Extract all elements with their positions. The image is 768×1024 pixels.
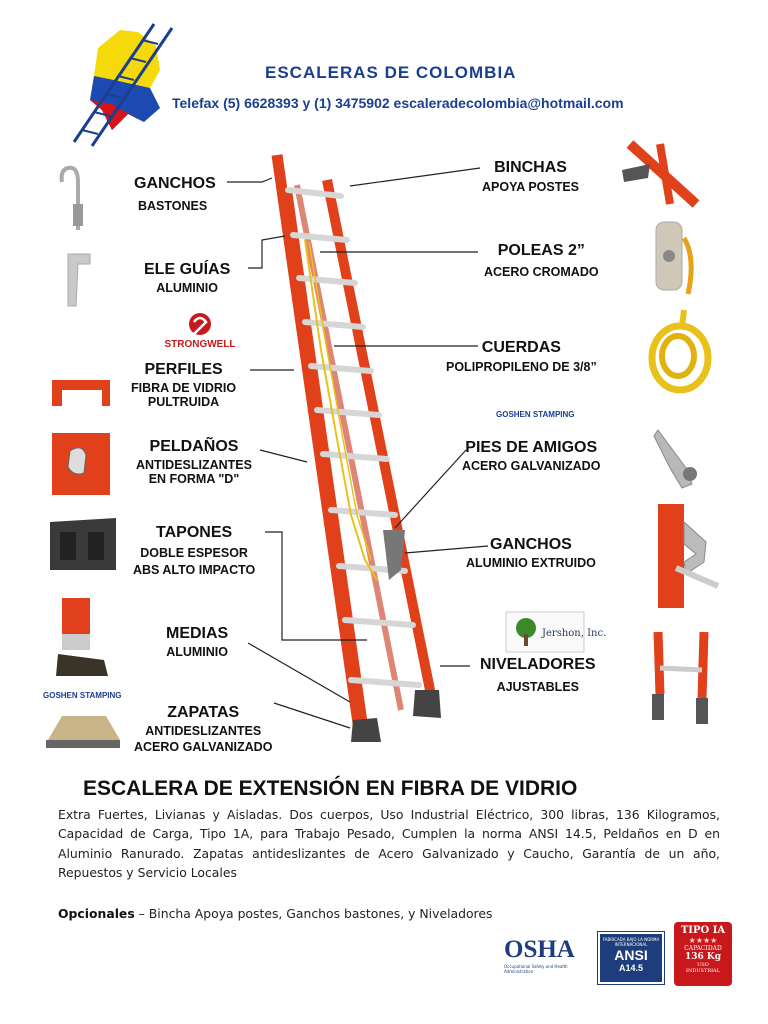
aluminum-guide-image — [62, 250, 96, 310]
label-subtitle: ALUMINIO — [166, 645, 229, 659]
galvanized-shoe-image — [44, 706, 122, 750]
tipo-capacity: CAPACIDAD — [684, 945, 722, 952]
ansi-top-text: FABRICADA BAJO LA NORMA INTERNACIONAL — [602, 937, 660, 947]
ansi-text: ANSI — [614, 947, 648, 963]
label-title: GANCHOS — [490, 536, 572, 553]
label-medias — [166, 625, 228, 659]
ansi-seal — [598, 932, 664, 984]
label-subtitle: ACERO CROMADO — [484, 265, 599, 279]
d-rung-image — [52, 433, 110, 495]
tipo-kg: 136 Kg — [684, 952, 722, 962]
extruded-hook-image — [656, 502, 720, 610]
label-subtitle: ANTIDESLIZANTES — [145, 724, 262, 738]
label-subtitle: APOYA POSTES — [482, 180, 580, 194]
label-title: ZAPATAS — [167, 704, 240, 721]
label-perfiles — [131, 361, 236, 409]
optional-accessories — [58, 906, 492, 921]
label-tapones — [133, 524, 255, 577]
label-cuerdas — [446, 339, 597, 374]
optional-label: Opcionales — [58, 906, 135, 921]
tipo-stars: ★★★★ — [688, 936, 718, 945]
label-title: PERFILES — [144, 361, 223, 378]
strongwell-text: STRONGWELL — [164, 339, 236, 350]
jershon-logo — [506, 612, 607, 652]
label-pies-de-amigos — [462, 439, 600, 473]
label-subtitle-2: ACERO GALVANIZADO — [134, 740, 273, 754]
label-subtitle: ACERO GALVANIZADO — [462, 459, 601, 473]
tipo-industrial: INDUSTRIAL — [685, 968, 720, 974]
aluminum-sleeve-image — [54, 598, 110, 680]
strongwell-logo — [152, 312, 248, 352]
label-title: PELDAÑOS — [149, 438, 239, 455]
optional-text: – Bincha Apoya postes, Ganchos bastones, y Niveladores — [134, 906, 493, 921]
fiberglass-profile-image — [50, 372, 112, 412]
pulley-image — [650, 218, 700, 298]
label-subtitle: FIBRA DE VIDRIO — [131, 381, 237, 395]
label-niveladores — [480, 656, 596, 694]
label-subtitle: BASTONES — [138, 199, 208, 213]
label-title: MEDIAS — [166, 625, 229, 642]
product-title: ESCALERA DE EXTENSIÓN EN FIBRA DE VIDRIO — [83, 777, 578, 800]
label-subtitle: POLIPROPILENO DE 3/8” — [446, 360, 597, 374]
pole-brace-image — [620, 140, 700, 208]
osha-text: OSHA — [504, 936, 575, 963]
label-subtitle: ANTIDESLIZANTES — [136, 458, 252, 472]
label-subtitle: ALUMINIO EXTRUIDO — [466, 556, 596, 570]
goshen-stamping-logo-2: GOSHEN STAMPING — [43, 691, 122, 700]
company-contact: Telefax (5) 6628393 y (1) 3475902 escaleradecolombia@hotmail.com — [172, 95, 624, 111]
jershon-text: Jershon, Inc. — [542, 628, 607, 639]
goshen-stamping-logo-1: GOSHEN STAMPING — [496, 410, 575, 419]
label-title: PIES DE AMIGOS — [465, 439, 598, 456]
label-ganchos-aluminio — [466, 536, 596, 570]
label-title: NIVELADORES — [480, 656, 596, 673]
type-ia-seal — [674, 922, 732, 986]
tipo-uso: USO — [697, 962, 709, 968]
company-name: ESCALERAS DE COLOMBIA — [265, 63, 517, 82]
label-title: TAPONES — [156, 524, 233, 541]
label-subtitle-2: ABS ALTO IMPACTO — [133, 563, 256, 577]
rope-image — [644, 308, 714, 396]
label-ganchos-bastones — [134, 175, 216, 213]
label-subtitle: AJUSTABLES — [496, 680, 579, 694]
osha-logo — [504, 936, 586, 976]
label-subtitle: ALUMINIO — [156, 281, 219, 295]
label-subtitle-2: PULTRUIDA — [147, 395, 220, 409]
osha-subtext: Occupational Safety and Health Administration — [504, 964, 568, 974]
friend-foot-bracket-image — [652, 424, 712, 492]
leveler-image — [646, 628, 722, 726]
label-peldanos — [136, 438, 252, 486]
tipo-title: TIPO IA — [680, 925, 726, 936]
hook-cane-image — [56, 160, 100, 232]
cap-image — [46, 514, 120, 574]
label-binchas — [482, 159, 579, 194]
label-subtitle: DOBLE ESPESOR — [140, 546, 248, 560]
ansi-number: A14.5 — [618, 963, 644, 973]
product-description: Extra Fuertes, Livianas y Aisladas. Dos cuerpos, Uso Industrial Eléctrico, 300 libras, 136 Kilogramos, Capacidad de Carga, Tipo 1A, para Trabajo Pesado, Cumplen la norma ANSI 14.5, Peldaños en D en Aluminio Ranurado. Zapatas antideslizantes de Acero Galvanizado y Caucho, Garantía de un año, Repuestos y Servicio Locales — [58, 807, 720, 881]
label-title: ELE GUÍAS — [144, 261, 231, 278]
label-title: POLEAS 2” — [497, 242, 585, 259]
label-title: BINCHAS — [494, 159, 567, 176]
label-ele-guias — [144, 261, 230, 295]
label-poleas — [484, 242, 599, 279]
label-zapatas — [134, 704, 272, 754]
label-title: GANCHOS — [134, 175, 216, 192]
label-subtitle-2: EN FORMA "D" — [148, 472, 240, 486]
label-title: CUERDAS — [481, 339, 561, 356]
